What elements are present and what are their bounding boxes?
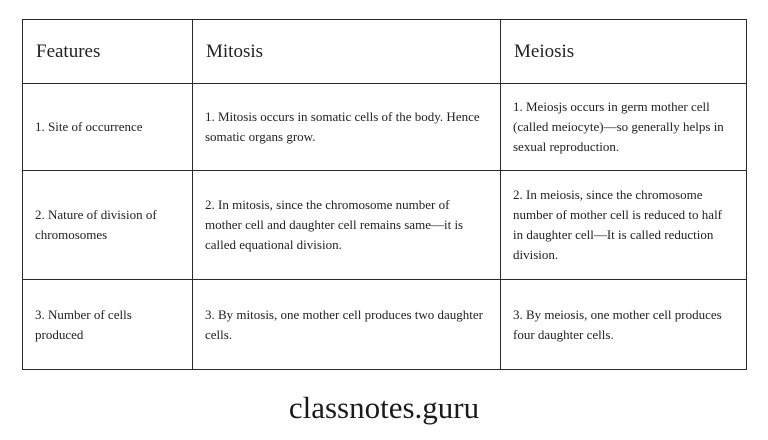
table-cell: 1. Site of occurrence — [35, 119, 143, 134]
row-2-feature — [23, 171, 193, 280]
row-2-meiosis — [501, 171, 746, 280]
table-cell: 1. Meiosjs occurs in germ mother cell (called meiocyte)—so generally helps in sexual reproduction. — [513, 99, 724, 154]
table-cell: 3. Number of cells produced — [35, 306, 132, 342]
site-watermark: classnotes.guru — [288, 390, 480, 425]
header-mitosis-label: Mitosis — [206, 40, 264, 62]
table-cell: 2. In mitosis, since the chromosome number of mother cell and daughter cell remains same—it is called equational division. — [205, 197, 464, 252]
row-1-mitosis — [193, 84, 501, 171]
row-3-mitosis — [193, 280, 501, 369]
row-3-feature — [23, 280, 193, 369]
row-3-meiosis — [501, 280, 746, 369]
table-cell: 2. In meiosis, since the chromosome number of mother cell is reduced to half in daughter cell—It is called reduction division. — [513, 187, 723, 262]
header-meiosis-label: Meiosis — [514, 40, 575, 62]
row-2-mitosis — [193, 171, 501, 280]
row-1-feature — [23, 84, 193, 171]
table-cell: 1. Mitosis occurs in somatic cells of the body. Hence somatic organs grow. — [205, 109, 480, 144]
header-features — [23, 20, 193, 84]
table-cell: 3. By meiosis, one mother cell produces four daughter cells. — [513, 306, 722, 342]
header-meiosis — [501, 20, 746, 84]
header-features-label: Features — [36, 40, 101, 62]
comparison-table — [22, 19, 747, 370]
table-cell: 3. By mitosis, one mother cell produces two daughter cells. — [205, 306, 484, 342]
table-cell: 2. Nature of division of chromosomes — [35, 207, 157, 242]
row-1-meiosis — [501, 84, 746, 171]
header-mitosis — [193, 20, 501, 84]
